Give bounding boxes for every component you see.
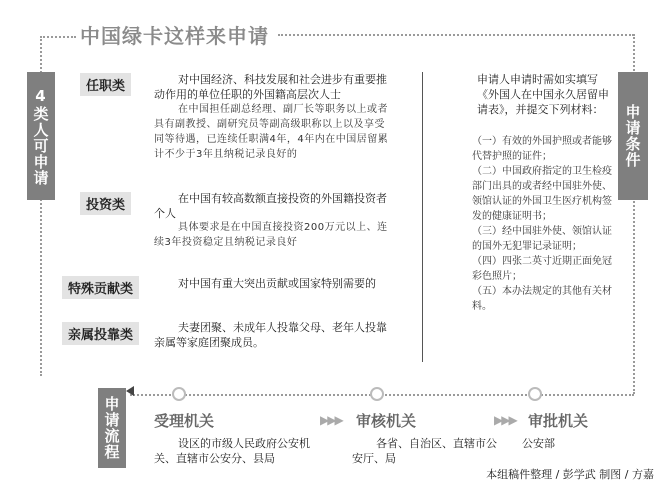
chevron-right-icon: ▶▶▶ bbox=[320, 413, 342, 427]
side-label-categories: 4类人可申请 bbox=[27, 72, 55, 200]
category-label-investment: 投资类 bbox=[80, 192, 131, 215]
category-label-special-contribution: 特殊贡献类 bbox=[62, 276, 139, 299]
process-step-title: 审批机关 bbox=[528, 412, 589, 430]
frame-top-border bbox=[278, 34, 634, 36]
column-divider bbox=[422, 72, 423, 362]
conditions-list bbox=[472, 134, 612, 314]
credit-line: 本组稿件整理 / 彭学武 制图 / 方嘉 bbox=[486, 468, 654, 481]
process-node-circle bbox=[528, 387, 542, 401]
side-label-process: 申请流程 bbox=[98, 388, 126, 468]
category-label-family: 亲属投靠类 bbox=[62, 322, 139, 345]
process-step-title: 审核机关 bbox=[356, 412, 417, 430]
category-detail-employment: 在中国担任副总经理、副厂长等职务以上或者具有副教授、副研究员等副高级职称以上以及享受同等待遇，已连续任职满4年，4年内在中国居留累计不少于3年且纳税记录良好的 bbox=[154, 104, 389, 160]
process-step-desc: 公安部 bbox=[522, 437, 555, 450]
process-node-circle bbox=[370, 387, 384, 401]
list-item: （二）中国政府指定的卫生检疫部门出具的或者经中国驻外使、领馆认证的外国卫生医疗机构签发的健康证明书； bbox=[472, 166, 612, 222]
list-item: （一）有效的外国护照或者能够代替护照的证件； bbox=[472, 136, 612, 162]
process-step-title: 受理机关 bbox=[154, 412, 215, 430]
conditions-intro: 申请人申请时需如实填写《外国人在中国永久居留申请表》，并提交下列材料： bbox=[477, 73, 609, 116]
list-item: （四）四张二英寸近期正面免冠彩色照片； bbox=[472, 256, 612, 282]
category-desc-employment: 对中国经济、科技发展和社会进步有重要推动作用的单位任职的外国籍高层次人士 bbox=[154, 73, 387, 101]
side-label-conditions: 申请条件 bbox=[618, 72, 648, 200]
process-step-desc: 各省、自治区、直辖市公安厅、局 bbox=[352, 437, 497, 465]
category-detail-investment: 具体要求是在中国直接投资200万元以上、连续3年投资稳定且纳税记录良好 bbox=[154, 222, 388, 248]
frame-left-top-border bbox=[40, 36, 76, 38]
category-label-employment: 任职类 bbox=[80, 73, 131, 96]
process-node-circle bbox=[172, 387, 186, 401]
list-item: （三）经中国驻外使、领馆认证的国外无犯罪记录证明； bbox=[472, 226, 612, 252]
category-desc-investment: 在中国有较高数额直接投资的外国籍投资者个人 bbox=[154, 192, 387, 220]
category-desc-family: 夫妻团聚、未成年人投靠父母、老年人投靠亲属等家庭团聚成员。 bbox=[154, 321, 387, 349]
chevron-right-icon: ▶▶▶ bbox=[494, 413, 516, 427]
page-title: 中国绿卡这样来申请 bbox=[80, 24, 269, 48]
process-step-desc: 设区的市级人民政府公安机关、直辖市公安分、县局 bbox=[154, 437, 310, 465]
list-item: （五）本办法规定的其他有关材料。 bbox=[472, 286, 612, 312]
category-desc-special-contribution: 对中国有重大突出贡献或国家特别需要的 bbox=[178, 277, 376, 290]
arrow-left-icon bbox=[126, 386, 134, 396]
